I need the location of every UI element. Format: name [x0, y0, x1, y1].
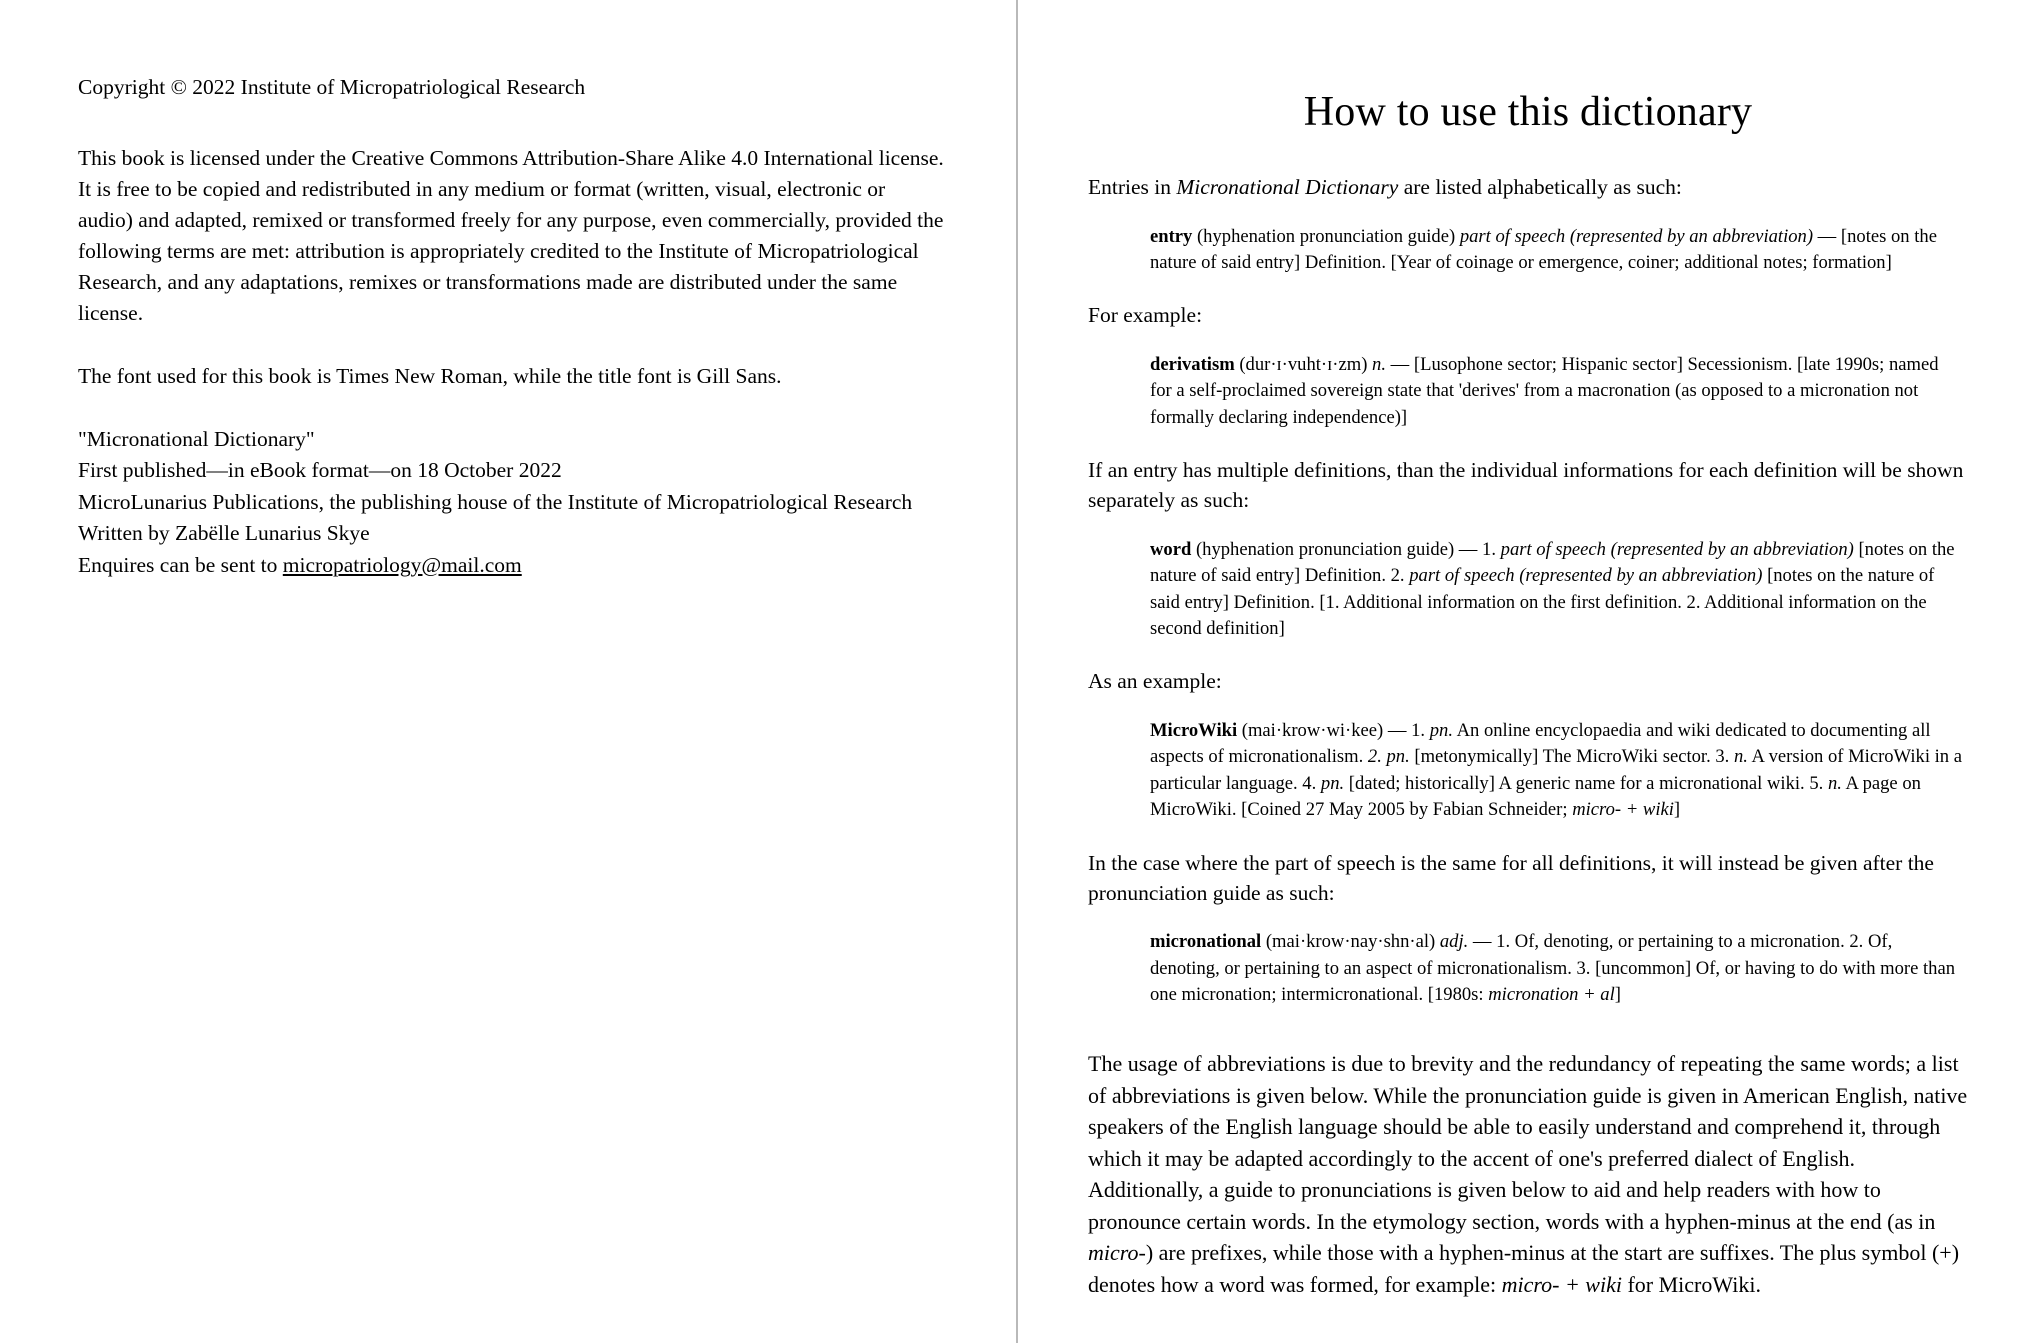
- microwiki-headword: MicroWiki: [1150, 719, 1238, 741]
- imprint-title: "Micronational Dictionary": [78, 427, 315, 452]
- derivatism-headword: derivatism: [1150, 353, 1235, 375]
- word-template-rest: [notes on the nature of said entry] Definition. [1. Additional information on the first definition. 2. Additional information on the second definition]: [1150, 565, 1935, 639]
- microwiki-pos-3: n.: [1733, 746, 1748, 768]
- intro-post: are listed alphabetically as such:: [1398, 175, 1682, 199]
- copyright-notice: Copyright © 2022 Institute of Micropatriological Research: [78, 75, 586, 99]
- email-link[interactable]: micropatriology@mail.com: [282, 552, 522, 577]
- for-example-label: For example:: [1088, 303, 1203, 328]
- microwiki-closing-bracket: ]: [1673, 799, 1681, 821]
- derivatism-pronunciation: (dur·ɪ·vuht·ɪ·zm): [1234, 353, 1373, 375]
- microwiki-def-4: [dated; historically] A generic name for a micronational wiki. 5.: [1344, 772, 1828, 794]
- closing-text-1: The usage of abbreviations is due to brevity and the redundancy of repeating the same words; a list of abbreviations is given below. While the pronunciation guide is given in American English, native speakers of the English language should be able to easily understand and comprehend it, through which it may be adapted accordingly to the accent of one's preferred dialect of English. Additionally, a guide to pronunciations is given below to aid and help readers with how to pronounce certain words. In the etymology section, words with a hyphen-minus at the end (as in: [1088, 1051, 1968, 1234]
- microwiki-example: [1150, 718, 1962, 824]
- enquiries-prefix: Enquires can be sent to: [78, 552, 283, 577]
- font-note: The font used for this book is Times New Roman, while the title font is Gill Sans.: [78, 364, 782, 389]
- entry-template-pronunciation: (hyphenation pronunciation guide): [1192, 225, 1460, 247]
- multi-definition-note: If an entry has multiple definitions, than the individual informations for each definition will be shown separately as such:: [1088, 458, 1964, 513]
- imprint-enquiries: [78, 550, 944, 581]
- microwiki-def-5: A page on MicroWiki. [Coined 27 May 2005 by Fabian Schneider;: [1150, 772, 1921, 821]
- micronational-etymology: micronation + al: [1488, 984, 1615, 1006]
- intro-paragraph: [1088, 172, 1968, 202]
- license-paragraph: This book is licensed under the Creative Commons Attribution-Share Alike 4.0 International license. It is free to be copied and redistributed in any medium or format (written, visual, electronic or audio) and adapted, remixed or transformed freely for any purpose, even commercially, provided the following terms are met: attribution is appropriately credited to the Institute of Micropatriological Research, and any adaptations, remixes or transformations made are distributed under the same license.: [78, 146, 944, 326]
- word-template-pronunciation: (hyphenation pronunciation guide) — 1.: [1191, 538, 1501, 560]
- derivatism-rest: — [Lusophone sector; Hispanic sector] Secessionism. [late 1990s; named for a self-proclaimed sovereign state that 'derives' from a macronation (as opposed to a micronation not formally declaring independence)]: [1150, 353, 1939, 428]
- page-title: How to use this dictionary: [1303, 89, 1753, 135]
- microwiki-def-3: A version of MicroWiki in a particular language. 4.: [1150, 746, 1963, 794]
- entry-template-pos: part of speech (represented by an abbreviation): [1459, 225, 1814, 247]
- microwiki-pos-5: n.: [1827, 772, 1842, 794]
- micronational-pronunciation: (mai·krow·nay·shn·al): [1261, 931, 1440, 953]
- micronational-closing-bracket: ]: [1614, 984, 1621, 1006]
- entry-template-example: [1150, 224, 1962, 277]
- microwiki-pos-2: 2. pn.: [1367, 746, 1410, 768]
- as-an-example-label: As an example:: [1088, 669, 1222, 694]
- micronational-definitions: — 1. Of, denoting, or pertaining to a micronation. 2. Of, denoting, or pertaining to an aspect of micronationalism. 3. [uncommon] Of, or having to do with more than one micronation; intermicronational. [1980s:: [1150, 931, 1956, 1006]
- word-template-pos-2: part of speech (represented by an abbreviation): [1409, 565, 1763, 587]
- imprint-block: [78, 424, 944, 581]
- microwiki-pos-1: pn.: [1429, 719, 1453, 741]
- intro-italic-title: Micronational Dictionary: [1176, 175, 1399, 199]
- microwiki-pronunciation: (mai·krow·wi·kee) — 1.: [1237, 719, 1430, 741]
- closing-text-2: ) are prefixes, while those with a hyphen-minus at the start are suffixes. The plus symbol (+) denotes how a word was formed, for example:: [1088, 1240, 1960, 1297]
- closing-italic-micro-prefix: micro-: [1088, 1240, 1146, 1266]
- imprint-publisher: MicroLunarius Publications, the publishing house of the Institute of Micropatriological Research: [78, 489, 913, 514]
- entry-template-headword: entry: [1150, 225, 1193, 247]
- closing-italic-micro-wiki: micro- + wiki: [1501, 1271, 1622, 1297]
- derivatism-example: [1150, 352, 1962, 431]
- derivatism-pos: n.: [1372, 353, 1386, 375]
- imprint-author: Written by Zabëlle Lunarius Skye: [78, 521, 370, 546]
- intro-pre: Entries in: [1088, 175, 1177, 199]
- word-template-pos-1: part of speech (represented by an abbreviation): [1500, 538, 1854, 560]
- word-template-example: [1150, 537, 1962, 643]
- closing-text-3: for MicroWiki.: [1621, 1271, 1761, 1297]
- micronational-headword: micronational: [1150, 931, 1262, 953]
- microwiki-def-1: An online encyclopaedia and wiki dedicated to documenting all aspects of micronationalism.: [1150, 719, 1931, 768]
- same-pos-note: In the case where the part of speech is the same for all definitions, it will instead be given after the pronunciation guide as such:: [1088, 850, 1934, 905]
- entry-template-rest: — [notes on the nature of said entry] Definition. [Year of coinage or emergence, coiner; additional notes; formation]: [1150, 225, 1937, 273]
- microwiki-pos-4: pn.: [1320, 772, 1345, 794]
- closing-paragraph: [1088, 1048, 1968, 1300]
- word-template-headword: word: [1150, 538, 1192, 560]
- right-page: [1018, 0, 2036, 1343]
- micronational-pos: adj.: [1439, 931, 1469, 953]
- word-template-mid: [notes on the nature of said entry] Definition. 2.: [1150, 538, 1955, 587]
- imprint-first-published: First published—in eBook format—on 18 October 2022: [78, 458, 562, 483]
- microwiki-def-2: [metonymically] The MicroWiki sector. 3.: [1409, 746, 1734, 768]
- micronational-example: [1150, 929, 1962, 1008]
- microwiki-etymology: micro- + wiki: [1572, 799, 1674, 821]
